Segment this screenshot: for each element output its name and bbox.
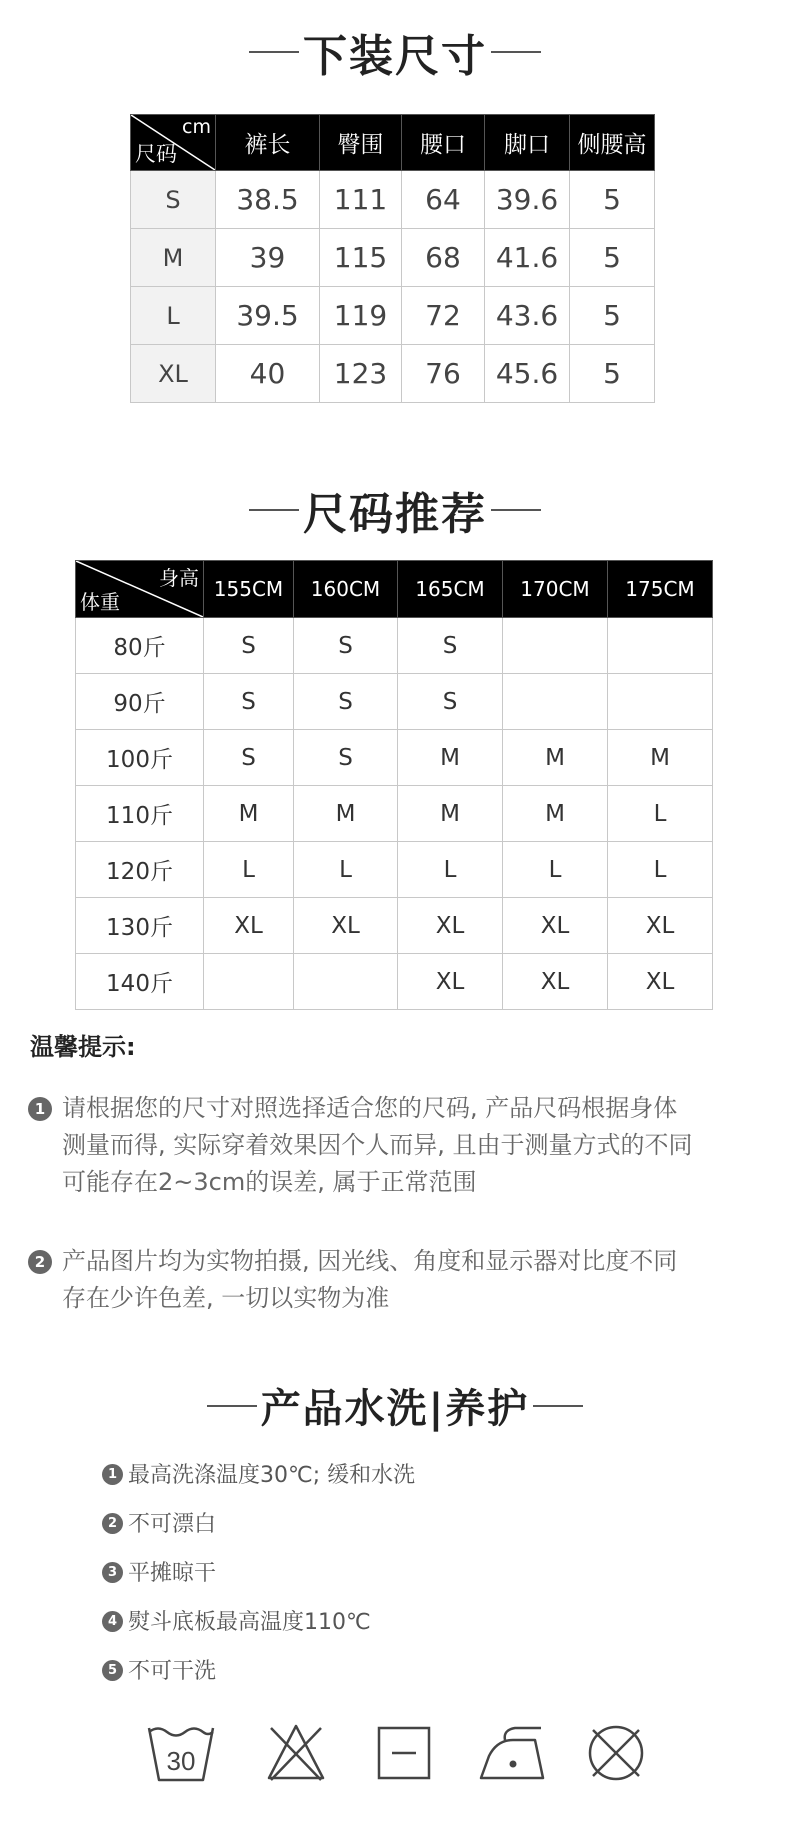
size-label-cell: S [131,171,216,229]
recommended-size-cell [608,674,713,730]
size-section-title: 下装尺寸 [0,20,790,84]
weight-label-cell: 100斤 [76,730,204,786]
recommended-size-cell: S [204,618,294,674]
recommended-size-cell: L [608,842,713,898]
column-header: 165CM [398,561,503,618]
recommended-size-cell: S [398,618,503,674]
iron-low-icon [475,1722,551,1784]
care-item-4: 4 熨斗底板最高温度110℃ [102,1608,371,1638]
number-badge-icon: 2 [28,1250,52,1274]
recommended-size-cell: M [398,786,503,842]
size-label-cell: M [131,229,216,287]
measurement-cell: 38.5 [216,171,320,229]
recommended-size-cell: L [294,842,398,898]
recommended-size-cell: S [398,674,503,730]
weight-label-cell: 120斤 [76,842,204,898]
column-header: 臀围 [320,115,402,171]
recommended-size-cell: L [204,842,294,898]
tip-item-2 [28,1243,748,1317]
weight-label-cell: 80斤 [76,618,204,674]
weight-label-cell: 130斤 [76,898,204,954]
corner-weight-label: 体重 [80,590,120,614]
care-item-2: 2 不可漂白 [102,1510,216,1540]
column-header: 175CM [608,561,713,618]
table-row [76,842,713,898]
recommended-size-cell: S [294,618,398,674]
column-header: 脚口 [485,115,570,171]
recommended-size-cell [204,954,294,1010]
recommend-corner-cell [76,561,204,618]
recommend-header-row [76,561,713,618]
number-badge-icon: 4 [102,1611,123,1632]
table-row [76,674,713,730]
recommended-size-cell: XL [608,954,713,1010]
tip-text: 产品图片均为实物拍摄, 因光线、角度和显示器对比度不同 存在少许色差, 一切以实物为准 [62,1247,678,1312]
table-row [76,898,713,954]
table-row [76,730,713,786]
measurement-cell: 43.6 [485,287,570,345]
measurement-cell: 41.6 [485,229,570,287]
measurement-cell: 68 [402,229,485,287]
table-row [131,345,655,403]
table-row [76,954,713,1010]
size-recommend-table [75,560,713,1010]
measurement-cell: 45.6 [485,345,570,403]
weight-label-cell: 110斤 [76,786,204,842]
measurement-cell: 5 [570,171,655,229]
recommended-size-cell: XL [204,898,294,954]
size-label-cell: L [131,287,216,345]
recommended-size-cell [294,954,398,1010]
measurement-cell: 5 [570,287,655,345]
tips-title: 温馨提示: [30,1033,136,1061]
recommended-size-cell: XL [503,898,608,954]
number-badge-icon: 5 [102,1660,123,1681]
size-label-cell: XL [131,345,216,403]
recommended-size-cell: L [608,786,713,842]
recommended-size-cell: M [503,786,608,842]
title-rule-left [249,509,299,511]
recommended-size-cell [503,618,608,674]
number-badge-icon: 1 [28,1097,52,1121]
care-item-1: 1 最高洗涤温度30℃; 缓和水洗 [102,1461,415,1491]
table-row [76,618,713,674]
recommended-size-cell: S [294,674,398,730]
measurement-cell: 39.6 [485,171,570,229]
tip-item-1 [28,1090,748,1201]
corner-height-label: 身高 [159,566,199,590]
size-chart-header-row [131,115,655,171]
title-rule-left [207,1405,257,1407]
recommended-size-cell: L [398,842,503,898]
weight-label-cell: 140斤 [76,954,204,1010]
column-header: 侧腰高 [570,115,655,171]
recommended-size-cell [503,674,608,730]
column-header: 155CM [204,561,294,618]
tip-text: 请根据您的尺寸对照选择适合您的尺码, 产品尺码根据身体 测量而得, 实际穿着效果因个人而异, 且由于测量方式的不同 可能存在2~3cm的误差, 属于正常范围 [62,1094,693,1196]
column-header: 160CM [294,561,398,618]
number-badge-icon: 3 [102,1562,123,1583]
dry-flat-icon [376,1722,432,1782]
recommended-size-cell: M [503,730,608,786]
number-badge-icon: 2 [102,1513,123,1534]
measurement-cell: 5 [570,229,655,287]
measurement-cell: 119 [320,287,402,345]
size-chart-corner-cell [131,115,216,171]
no-bleach-icon [265,1722,327,1784]
measurement-cell: 76 [402,345,485,403]
recommended-size-cell: XL [398,898,503,954]
recommended-size-cell: XL [398,954,503,1010]
care-section-title: 产品水洗|养护 [0,1377,790,1434]
title-rule-left [249,51,299,53]
measurement-cell: 64 [402,171,485,229]
measurement-cell: 39.5 [216,287,320,345]
recommended-size-cell: S [204,730,294,786]
care-item-5: 5 不可干洗 [102,1657,216,1687]
column-header: 腰口 [402,115,485,171]
recommended-size-cell: XL [608,898,713,954]
recommended-size-cell: XL [294,898,398,954]
measurement-cell: 123 [320,345,402,403]
title-rule-right [491,509,541,511]
measurement-cell: 72 [402,287,485,345]
table-row [131,287,655,345]
recommended-size-cell: M [204,786,294,842]
measurement-cell: 40 [216,345,320,403]
title-rule-right [533,1405,583,1407]
care-item-3: 3 平摊晾干 [102,1559,216,1589]
recommended-size-cell: S [294,730,398,786]
title-rule-right [491,51,541,53]
recommended-size-cell [608,618,713,674]
recommended-size-cell: M [294,786,398,842]
measurement-cell: 5 [570,345,655,403]
measurement-cell: 115 [320,229,402,287]
corner-unit-label: cm [182,116,211,138]
table-row [131,229,655,287]
recommended-size-cell: M [608,730,713,786]
recommended-size-cell: M [398,730,503,786]
no-dry-clean-icon [585,1722,647,1784]
corner-size-label: 尺码 [135,142,177,166]
number-badge-icon: 1 [102,1464,123,1485]
recommended-size-cell: S [204,674,294,730]
measurement-cell: 39 [216,229,320,287]
column-header: 170CM [503,561,608,618]
weight-label-cell: 90斤 [76,674,204,730]
recommended-size-cell: L [503,842,608,898]
table-row [131,171,655,229]
recommend-section-title: 尺码推荐 [0,478,790,542]
recommended-size-cell: XL [503,954,608,1010]
wash-30-icon [145,1722,217,1788]
svg-text:30: 30 [166,1746,196,1776]
table-row [76,786,713,842]
measurement-cell: 111 [320,171,402,229]
size-chart-table [130,114,655,403]
column-header: 裤长 [216,115,320,171]
